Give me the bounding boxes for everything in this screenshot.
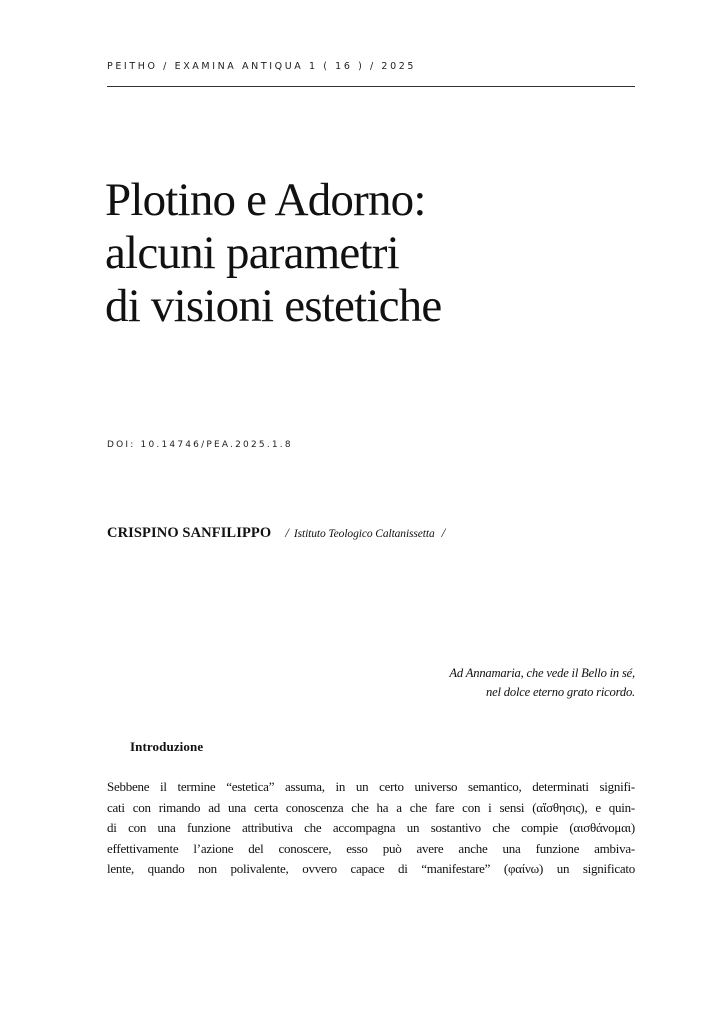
title-line-3: di visioni estetiche (105, 280, 442, 332)
running-head: PEITHO / EXAMINA ANTIQUA 1 ( 16 ) / 2025 (107, 61, 417, 72)
title-line-1: Plotino e Adorno: (105, 174, 426, 226)
dedication (449, 664, 635, 702)
body-line-4: effettivamente l’azione del conoscere, esso può avere anche una funzione ambiva- (107, 840, 635, 856)
article-title (105, 174, 645, 333)
dedication-line-1: Ad Annamaria, che vede il Bello in sé, (449, 666, 635, 680)
affiliation-separator: / (441, 525, 446, 540)
body-paragraph (107, 777, 635, 880)
body-line-3: di con una funzione attributiva che accompagna un sostantivo che compie (αισθάνομαι) (107, 820, 635, 835)
doi-line[interactable]: DOI: 10.14746/PEA.2025.1.8 (107, 440, 293, 450)
author-name: CRISPINO SANFILIPPO (107, 525, 272, 541)
title-line-2: alcuni parametri (105, 227, 399, 279)
section-heading: Introduzione (130, 739, 204, 754)
header-rule (107, 86, 635, 87)
body-line-1: Sebbene il termine “estetica” assuma, in un certo universo semantico, determinati signifi- (107, 779, 635, 794)
dedication-line-2: nel dolce eterno grato ricordo. (486, 685, 635, 699)
author-separator: / (285, 525, 289, 540)
author-line (107, 525, 445, 542)
body-line-2: cati con rimando ad una certa conoscenza che ha a che fare con i sensi (αἴσθησις), e quin- (107, 799, 635, 815)
body-line-5: lente, quando non polivalente, ovvero capace di “manifestare” (φαίνω) un significato (107, 861, 635, 876)
author-affiliation: Istituto Teologico Caltanissetta (293, 528, 435, 540)
